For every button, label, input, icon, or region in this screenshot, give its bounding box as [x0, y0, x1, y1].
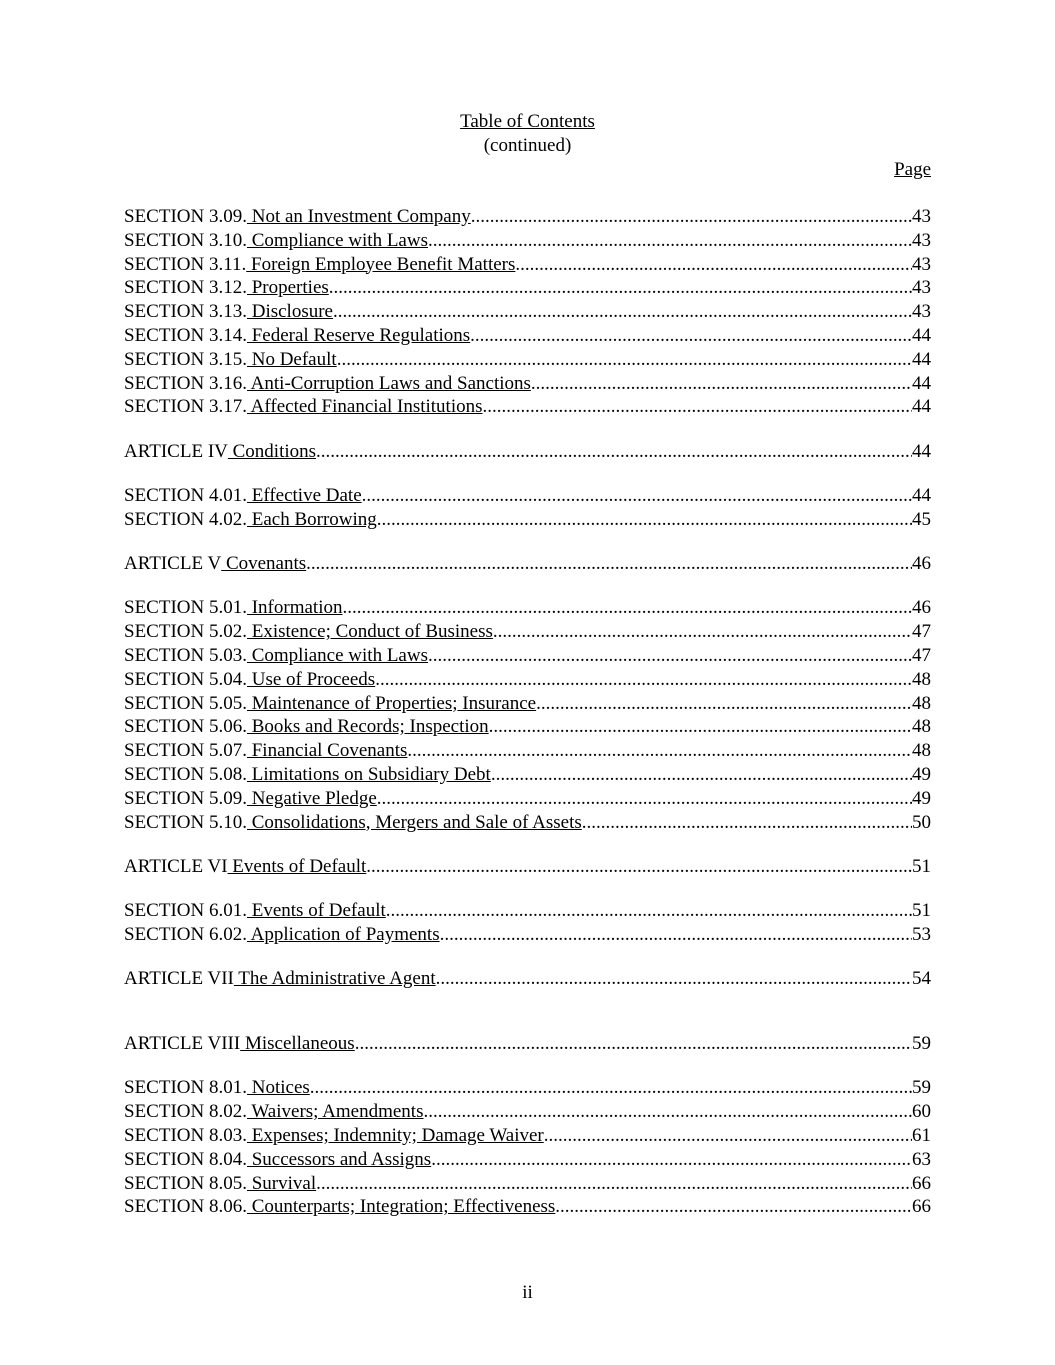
toc-entry-title-link[interactable]: Miscellaneous	[240, 1033, 355, 1055]
toc-entry-title-link[interactable]: Expenses; Indemnity; Damage Waiver	[246, 1124, 544, 1146]
toc-entry-title-link[interactable]: Events of Default	[227, 855, 367, 877]
toc-entry-number: SECTION 5.04.	[124, 668, 247, 690]
toc-entry-title-link[interactable]: Survival	[246, 1172, 317, 1194]
dot-leader	[355, 1032, 912, 1056]
dot-leader	[489, 715, 912, 739]
toc-entry-number: SECTION 3.17.	[124, 396, 247, 418]
toc-entry-title-link[interactable]: Waivers; Amendments	[246, 1101, 424, 1123]
toc-entry-page: 47	[912, 644, 931, 666]
toc-entry-page: 53	[912, 923, 931, 945]
toc-entry-page: 43	[912, 253, 931, 275]
toc-entry-title-link[interactable]: Disclosure	[246, 301, 333, 323]
dot-leader	[531, 372, 912, 396]
page-number-footer: ii	[522, 1282, 533, 1303]
toc-entry-title-link[interactable]: Foreign Employee Benefit Matters	[246, 253, 516, 275]
dot-leader	[483, 395, 912, 419]
dot-leader	[440, 923, 912, 947]
toc-entry-number: SECTION 4.01.	[124, 484, 247, 506]
toc-entry-title-link[interactable]: Each Borrowing	[246, 508, 377, 530]
toc-entry[interactable]	[124, 508, 931, 532]
toc-entry[interactable]	[124, 763, 931, 787]
dot-leader	[386, 899, 912, 923]
toc-entry-page: 54	[912, 968, 931, 990]
toc-entry-title-link[interactable]: Limitations on Subsidiary Debt	[246, 763, 491, 785]
toc-entry[interactable]	[124, 596, 931, 620]
toc-entry-page: 46	[912, 597, 931, 619]
toc-entry-page: 59	[912, 1033, 931, 1055]
toc-group	[124, 552, 931, 576]
dot-leader	[366, 855, 912, 879]
toc-entry[interactable]	[124, 348, 931, 372]
toc-entry-page: 66	[912, 1196, 931, 1218]
group-spacer	[124, 1056, 931, 1077]
toc-entry-page: 43	[912, 301, 931, 323]
toc-entry-title-link[interactable]: Anti-Corruption Laws and Sanctions	[246, 372, 531, 394]
toc-group	[124, 440, 931, 464]
toc-entry-title-link[interactable]: Properties	[246, 277, 329, 299]
toc-entry-number: SECTION 8.02.	[124, 1101, 247, 1123]
toc-entry-page: 49	[912, 763, 931, 785]
toc-entry[interactable]	[124, 300, 931, 324]
toc-entry-page: 63	[912, 1148, 931, 1170]
table-of-contents	[124, 205, 931, 1219]
toc-entry[interactable]	[124, 855, 931, 879]
toc-entry-number: SECTION 5.07.	[124, 740, 247, 762]
toc-entry[interactable]	[124, 440, 931, 464]
toc-entry-number: SECTION 5.03.	[124, 644, 247, 666]
toc-entry[interactable]	[124, 276, 931, 300]
toc-entry-page: 50	[912, 811, 931, 833]
toc-entry[interactable]	[124, 715, 931, 739]
toc-entry[interactable]	[124, 644, 931, 668]
dot-leader	[407, 739, 912, 763]
dot-leader	[428, 644, 912, 668]
toc-entry-number: SECTION 3.10.	[124, 229, 247, 251]
dot-leader	[377, 508, 912, 532]
toc-entry-title-link[interactable]: The Administrative Agent	[233, 968, 436, 990]
toc-entry-page: 59	[912, 1077, 931, 1099]
group-spacer	[124, 419, 931, 440]
toc-entry[interactable]	[124, 787, 931, 811]
toc-entry-title-link[interactable]: Effective Date	[246, 484, 362, 506]
toc-group	[124, 205, 931, 419]
toc-entry-number: SECTION 8.05.	[124, 1172, 247, 1194]
dot-leader	[544, 1124, 912, 1148]
toc-entry-number: ARTICLE IV	[124, 440, 228, 462]
toc-entry-title-link[interactable]: Financial Covenants	[246, 740, 408, 762]
toc-entry-number: SECTION 6.02.	[124, 923, 247, 945]
toc-entry-title-link[interactable]: Counterparts; Integration; Effectiveness	[246, 1196, 556, 1218]
dot-leader	[536, 692, 912, 716]
toc-entry[interactable]	[124, 692, 931, 716]
toc-entry-page: 66	[912, 1172, 931, 1194]
toc-entry[interactable]	[124, 324, 931, 348]
toc-entry-number: SECTION 5.10.	[124, 811, 247, 833]
group-spacer	[124, 947, 931, 968]
toc-entry-number: SECTION 5.05.	[124, 692, 247, 714]
toc-entry[interactable]	[124, 395, 931, 419]
toc-entry[interactable]	[124, 372, 931, 396]
toc-entry-page: 43	[912, 206, 931, 227]
toc-entry-title-link[interactable]: Not an Investment Company	[246, 206, 471, 227]
toc-entry-title-link[interactable]: Compliance with Laws	[246, 229, 428, 251]
toc-entry-number: SECTION 3.13.	[124, 301, 247, 323]
toc-entry[interactable]	[124, 620, 931, 644]
toc-entry-page: 61	[912, 1124, 931, 1146]
dot-leader	[377, 787, 912, 811]
toc-entry-number: SECTION 5.02.	[124, 621, 247, 643]
group-spacer	[124, 879, 931, 900]
group-spacer	[124, 532, 931, 553]
toc-group	[124, 855, 931, 879]
dot-leader	[555, 1195, 912, 1219]
dot-leader	[329, 276, 912, 300]
toc-entry-title-link[interactable]: Information	[246, 597, 343, 619]
toc-entry[interactable]	[124, 253, 931, 277]
dot-leader	[306, 552, 912, 576]
toc-entry[interactable]	[124, 1100, 931, 1124]
toc-entry[interactable]	[124, 1124, 931, 1148]
dot-leader	[515, 253, 912, 277]
toc-entry-title-link[interactable]: Books and Records; Inspection	[246, 716, 489, 738]
toc-entry-page: 46	[912, 553, 931, 575]
toc-entry-number: ARTICLE VII	[124, 968, 234, 990]
dot-leader	[423, 1100, 912, 1124]
toc-entry-number: SECTION 8.01.	[124, 1077, 247, 1099]
toc-entry-number: SECTION 8.06.	[124, 1196, 247, 1218]
toc-entry-number: ARTICLE VI	[124, 855, 228, 877]
toc-entry-number: SECTION 6.01.	[124, 900, 247, 922]
toc-entry-page: 44	[912, 396, 931, 418]
toc-entry-number: SECTION 3.11.	[124, 253, 247, 275]
toc-entry-number: ARTICLE VIII	[124, 1033, 241, 1055]
toc-header	[0, 110, 1055, 158]
toc-entry-page: 48	[912, 716, 931, 738]
toc-entry-number: SECTION 5.06.	[124, 716, 247, 738]
group-spacer	[124, 576, 931, 597]
dot-leader	[337, 348, 912, 372]
toc-entry[interactable]	[124, 1172, 931, 1196]
toc-group	[124, 1032, 931, 1056]
toc-entry[interactable]	[124, 923, 931, 947]
toc-entry-page: 44	[912, 440, 931, 462]
toc-entry-page: 51	[912, 855, 931, 877]
toc-entry-number: SECTION 3.14.	[124, 324, 247, 346]
toc-entry-page: 51	[912, 900, 931, 922]
toc-entry-title-link[interactable]: Covenants	[221, 553, 307, 575]
group-spacer	[124, 991, 931, 1032]
toc-entry-title-link[interactable]: Affected Financial Institutions	[246, 396, 483, 418]
toc-entry-number: SECTION 3.16.	[124, 372, 247, 394]
toc-entry[interactable]	[124, 229, 931, 253]
toc-entry-title-link[interactable]: No Default	[246, 348, 337, 370]
dot-leader	[316, 1172, 912, 1196]
dot-leader	[310, 1076, 912, 1100]
toc-entry-title-link[interactable]: Compliance with Laws	[246, 644, 428, 666]
toc-entry-number: SECTION 3.12.	[124, 277, 247, 299]
dot-leader	[582, 811, 912, 835]
dot-leader	[493, 620, 912, 644]
toc-entry-number: SECTION 5.09.	[124, 787, 247, 809]
dot-leader	[316, 440, 912, 464]
toc-entry-title-link[interactable]: Existence; Conduct of Business	[246, 621, 493, 643]
toc-entry[interactable]	[124, 967, 931, 991]
toc-entry-page: 47	[912, 621, 931, 643]
toc-entry-number: SECTION 3.09.	[124, 206, 247, 227]
toc-entry[interactable]	[124, 811, 931, 835]
toc-entry-page: 49	[912, 787, 931, 809]
toc-group	[124, 484, 931, 532]
dot-leader	[436, 967, 912, 991]
toc-entry-page: 44	[912, 324, 931, 346]
toc-group	[124, 899, 931, 947]
dot-leader	[471, 205, 912, 229]
toc-entry-title-link[interactable]: Successors and Assigns	[246, 1148, 432, 1170]
toc-entry-title-link[interactable]: Use of Proceeds	[246, 668, 376, 690]
toc-entry[interactable]	[124, 1195, 931, 1219]
toc-entry-number: ARTICLE V	[124, 553, 222, 575]
dot-leader	[362, 484, 912, 508]
page-subtitle: (continued)	[483, 135, 572, 156]
toc-entry[interactable]	[124, 1076, 931, 1100]
toc-entry-page: 43	[912, 277, 931, 299]
group-spacer	[124, 463, 931, 484]
toc-entry[interactable]	[124, 739, 931, 763]
toc-entry[interactable]	[124, 668, 931, 692]
dot-leader	[333, 300, 912, 324]
toc-entry-number: SECTION 8.03.	[124, 1124, 247, 1146]
toc-entry-page: 60	[912, 1101, 931, 1123]
toc-entry-title-link[interactable]: Federal Reserve Regulations	[246, 324, 471, 346]
toc-entry[interactable]	[124, 484, 931, 508]
toc-group	[124, 967, 931, 991]
toc-entry-title-link[interactable]: Events of Default	[246, 900, 386, 922]
toc-entry-page: 48	[912, 740, 931, 762]
toc-entry-page: 44	[912, 348, 931, 370]
toc-entry-page: 44	[912, 372, 931, 394]
toc-entry[interactable]	[124, 205, 931, 229]
toc-entry-page: 48	[912, 668, 931, 690]
toc-entry[interactable]	[124, 899, 931, 923]
toc-entry-number: SECTION 5.08.	[124, 763, 247, 785]
group-spacer	[124, 834, 931, 855]
toc-entry-title-link[interactable]: Negative Pledge	[246, 787, 377, 809]
toc-entry-page: 45	[912, 508, 931, 530]
toc-entry-title-link[interactable]: Maintenance of Properties; Insurance	[246, 692, 537, 714]
page-column-label: Page	[894, 159, 931, 180]
dot-leader	[431, 1148, 912, 1172]
toc-entry-number: SECTION 3.15.	[124, 348, 247, 370]
toc-entry-number: SECTION 5.01.	[124, 597, 247, 619]
toc-entry-number: SECTION 8.04.	[124, 1148, 247, 1170]
toc-entry-title-link[interactable]: Consolidations, Mergers and Sale of Assets	[246, 811, 582, 833]
toc-entry-title-link[interactable]: Conditions	[227, 440, 317, 462]
toc-entry[interactable]	[124, 1032, 931, 1056]
toc-entry-page: 44	[912, 484, 931, 506]
dot-leader	[343, 596, 913, 620]
dot-leader	[375, 668, 912, 692]
toc-entry-title-link[interactable]: Application of Payments	[246, 923, 440, 945]
toc-entry[interactable]	[124, 552, 931, 576]
toc-entry[interactable]	[124, 1148, 931, 1172]
dot-leader	[470, 324, 912, 348]
dot-leader	[491, 763, 912, 787]
dot-leader	[428, 229, 912, 253]
toc-entry-number: SECTION 4.02.	[124, 508, 247, 530]
toc-group	[124, 1076, 931, 1219]
toc-entry-title-link[interactable]: Notices	[246, 1077, 310, 1099]
page-title: Table of Contents	[460, 111, 595, 132]
toc-entry-page: 43	[912, 229, 931, 251]
toc-entry-page: 48	[912, 692, 931, 714]
toc-group	[124, 596, 931, 834]
